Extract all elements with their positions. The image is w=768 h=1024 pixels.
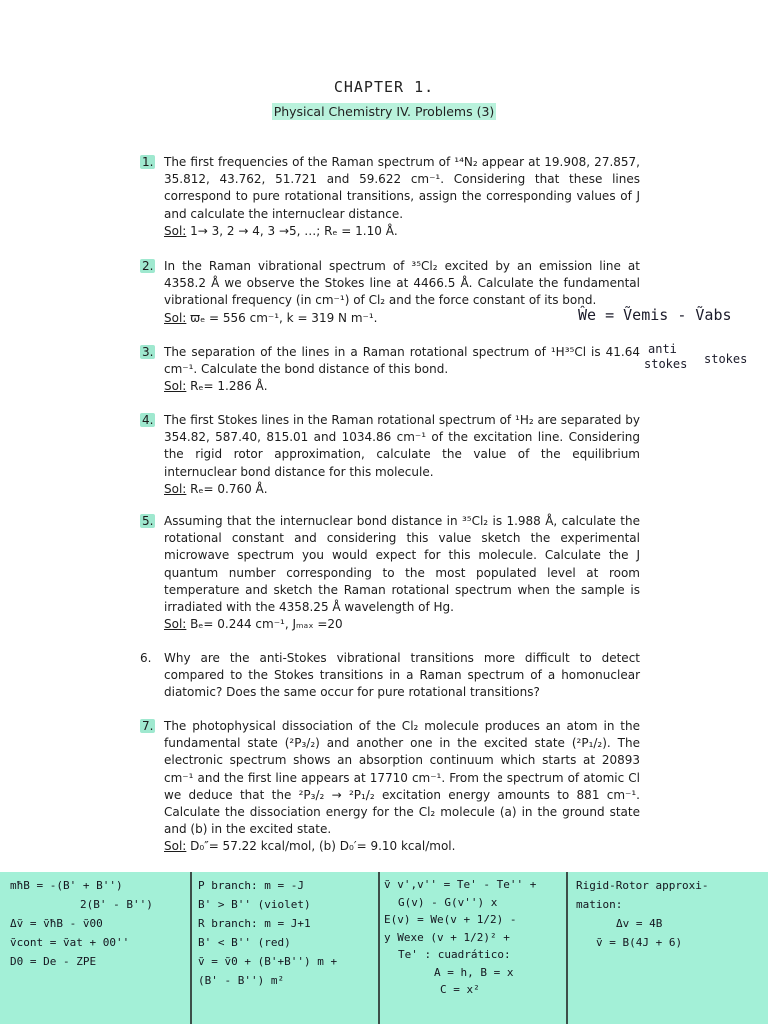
note-line: B' > B'' (violet)	[198, 898, 311, 911]
solution-value: 1→ 3, 2 → 4, 3 →5, …; Rₑ = 1.10 Å.	[186, 223, 398, 238]
solution-value: D₀″= 57.22 kcal/mol, (b) D₀′= 9.10 kcal/mol.	[186, 839, 456, 854]
note-line: ṽcont = ṽat + 00''	[10, 936, 130, 949]
note-line: Δv = 4B	[616, 917, 663, 930]
problem-number: 6.	[140, 651, 152, 665]
solution-value: ϖₑ = 556 cm⁻¹, k = 319 N m⁻¹.	[186, 310, 378, 325]
problem-number: 2.	[142, 259, 154, 273]
notes-divider	[190, 872, 192, 1024]
solution-value: Rₑ= 0.760 Å.	[186, 481, 268, 496]
problem-text: The separation of the lines in a Raman rotational spectrum of ¹H³⁵Cl is 41.64 cm⁻¹. Calculate the bond distance of this bond.	[164, 345, 640, 377]
notes-column-3	[384, 876, 562, 999]
problem-number: 4.	[142, 413, 154, 427]
problem-solution	[164, 481, 640, 498]
problem-7	[140, 718, 640, 856]
problem-solution	[164, 838, 640, 855]
note-line: ṽ v',v'' = Te' - Te'' +	[384, 878, 537, 891]
note-line: P branch: m = -J	[198, 879, 304, 892]
problem-text: Assuming that the internuclear bond distance in ³⁵Cl₂ is 1.988 Å, calculate the rotational constant and considering this value sketch the experimental microwave spectrum you would expect for this molecule. Calculate the J quantum number corresponding to the most populated level at room temperature and sketch the Raman rotational spectrum when the sample is irradiated with the 4358.25 Å wavelength of Hg.	[164, 514, 640, 615]
note-line: (B' - B'') m²	[198, 974, 285, 987]
problem-3	[140, 344, 640, 396]
note-line: E(v) = We(v + 1/2) -	[384, 913, 517, 926]
note-line: ṽ = ṽ0 + (B'+B'') m +	[198, 955, 338, 968]
problem-solution	[164, 223, 640, 240]
problem-solution	[164, 378, 640, 395]
document-subtitle	[0, 104, 768, 119]
notes-column-4	[576, 876, 762, 952]
solution-label: Sol:	[164, 310, 187, 325]
handwritten-we-formula: Ŵe = Ṽemis - Ṽabs	[578, 306, 732, 324]
note-line: mħB = -(B' + B'')	[10, 879, 123, 892]
problem-6	[140, 650, 640, 702]
note-line: mation:	[576, 898, 623, 911]
note-line: 2(B' - B'')	[80, 898, 153, 911]
chapter-heading: CHAPTER 1.	[333, 78, 435, 96]
problem-number: 5.	[142, 514, 154, 528]
solution-label: Sol:	[164, 839, 187, 854]
notes-divider	[378, 872, 380, 1024]
note-line: Δṽ = ṽħB - ṽ00	[10, 917, 103, 930]
problem-number: 7.	[142, 719, 154, 733]
problem-2	[140, 258, 640, 327]
note-line: Te' : cuadrático:	[398, 948, 511, 961]
note-line: ṽ = B(4J + 6)	[596, 936, 683, 949]
problem-4	[140, 412, 640, 498]
handwritten-notes-panel	[0, 872, 768, 1024]
problem-solution	[164, 310, 640, 327]
handwritten-stokes-label-left: stokes	[644, 357, 688, 371]
notes-column-1	[10, 876, 186, 971]
handwritten-anti-label: anti	[648, 342, 677, 356]
note-line: B' < B'' (red)	[198, 936, 291, 949]
solution-label: Sol:	[164, 223, 187, 238]
problem-text: Why are the anti-Stokes vibrational transitions more difficult to detect compared to the Stokes transitions in a Raman spectrum of a homonuclear diatomic? Does the same occur for pure rotational transitions?	[164, 651, 640, 700]
note-line: Rigid-Rotor approxi-	[576, 879, 709, 892]
problem-number: 1.	[142, 155, 154, 169]
problem-text: The first Stokes lines in the Raman rotational spectrum of ¹H₂ are separated by 354.82, 587.40, 815.01 and 1034.86 cm⁻¹ of the excitation line. Considering the rigid rotor approximation, calculate the value of the equilibrium internuclear bond distance for this molecule.	[164, 413, 640, 479]
problem-5	[140, 513, 640, 633]
note-line: G(v) - G(v'') x	[398, 895, 498, 909]
problem-number: 3.	[142, 345, 154, 359]
problem-text: In the Raman vibrational spectrum of ³⁵Cl₂ excited by an emission line at 4358.2 Å we observe the Stokes line at 4466.5 Å. Calculate the fundamental vibrational frequency (in cm⁻¹) of Cl₂ and the force constant of its bond.	[164, 259, 640, 308]
note-line: D0 = De - ZPE	[10, 955, 97, 968]
note-line: R branch: m = J+1	[198, 917, 311, 930]
problem-1	[140, 154, 640, 240]
solution-value: Rₑ= 1.286 Å.	[186, 379, 268, 394]
solution-label: Sol:	[164, 379, 187, 394]
solution-label: Sol:	[164, 481, 187, 496]
note-line: A = h, B = x	[434, 965, 514, 979]
subtitle-text: Physical Chemistry IV. Problems (3)	[273, 104, 495, 119]
problem-solution	[164, 616, 640, 633]
handwritten-stokes-label-right: stokes	[704, 352, 748, 366]
note-line: y Wexe (v + 1/2)² +	[384, 930, 510, 944]
solution-value: Bₑ= 0.244 cm⁻¹, Jₘₐₓ =20	[186, 617, 343, 632]
notes-column-2	[198, 876, 374, 990]
note-line: C = x²	[440, 983, 480, 996]
problem-text: The first frequencies of the Raman spectrum of ¹⁴N₂ appear at 19.908, 27.857, 35.812, 43.762, 51.721 and 59.622 cm⁻¹. Considering that these lines correspond to pure rotational transitions, assign the corresponding values of J and calculate the internuclear distance.	[164, 155, 640, 221]
problem-text: The photophysical dissociation of the Cl₂ molecule produces an atom in the fundamental state (²P₃/₂) and another one in the excited state (²P₁/₂). The electronic spectrum shows an absorption continuum which starts at 20893 cm⁻¹ and the first line appears at 17710 cm⁻¹. From the spectrum of atomic Cl we deduce that the ²P₃/₂ → ²P₁/₂ excitation energy amounts to 881 cm⁻¹. Calculate the dissociation energy for the Cl₂ molecule (a) in the ground state and (b) in the excited state.	[164, 719, 640, 837]
solution-label: Sol:	[164, 617, 187, 632]
notes-divider	[566, 872, 568, 1024]
